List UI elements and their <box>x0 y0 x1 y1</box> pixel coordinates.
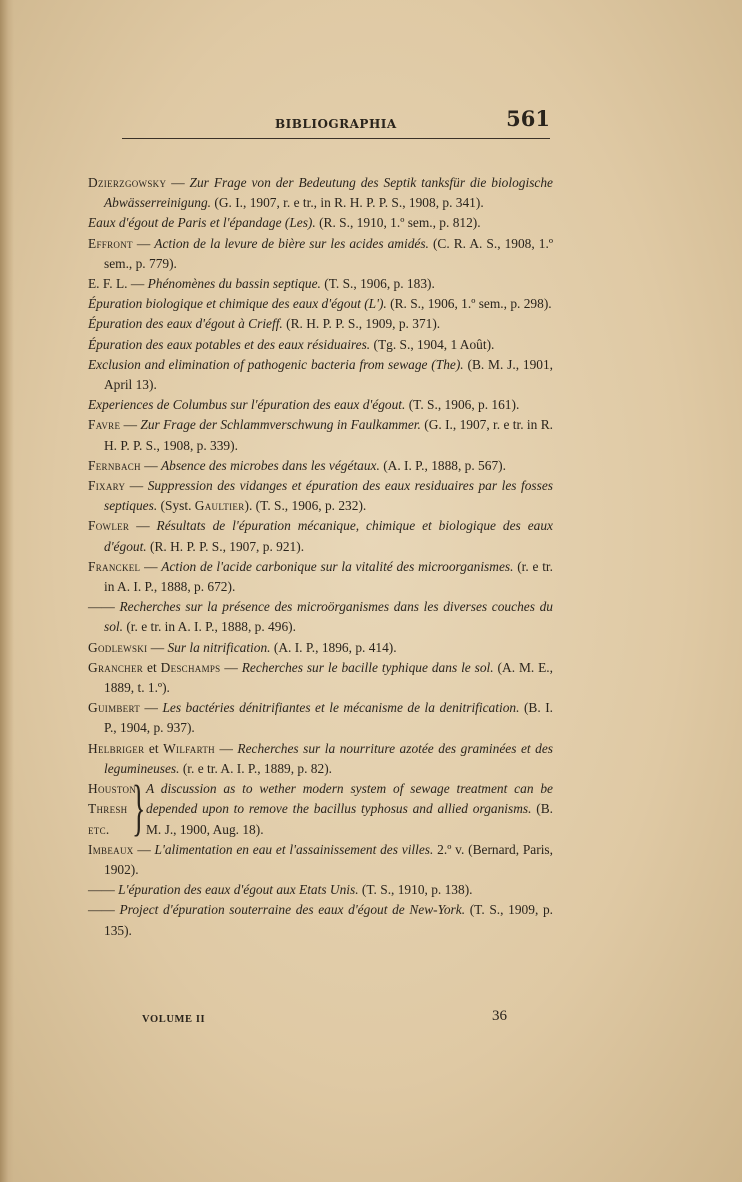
entry-conjunction: et <box>143 659 161 675</box>
entry-citation: 2.º v. (Bernard, Paris, 1902). <box>104 841 553 877</box>
entry-dash: — <box>129 518 157 534</box>
brace-mark: } <box>132 774 146 843</box>
entry-title: L'alimentation en eau et l'assainissement des villes. <box>154 841 434 857</box>
entry-citation: (B. M. J., 1900, Aug. 18). <box>146 801 553 837</box>
entry-dash: — <box>214 740 238 756</box>
entry-author: Houston <box>88 781 137 797</box>
bibliography-entry <box>88 335 553 355</box>
entry-author: E. F. L. <box>88 276 128 292</box>
entry-title: Recherches sur la nourriture azotée des graminées et des legumineuses. <box>104 740 554 776</box>
entry-dash: — <box>120 417 141 433</box>
page-edge-shadow <box>0 0 14 1182</box>
entry-citation: (R. H. P. P. S., 1907, p. 921). <box>146 538 305 554</box>
bibliography-entry <box>88 516 553 556</box>
entry-dash: — <box>132 235 155 251</box>
bibliography-entry <box>88 415 553 455</box>
entry-author: Franckel <box>88 558 141 574</box>
bibliography-entry <box>88 739 553 779</box>
entry-title: Exclusion and elimination of pathogenic bacteria from sewage (The). <box>88 356 464 372</box>
entry-title: Recherches sur la présence des microörganismes dans les diverses couches du sol. <box>104 599 553 635</box>
entry-title: Suppression des vidanges et épuration des eaux residuaires par les fosses septiques. <box>104 478 553 514</box>
entry-citation: (R. S., 1910, 1.º sem., p. 812). <box>315 215 481 231</box>
bibliography-entry-group <box>88 774 553 843</box>
entry-citation: (r. e tr. in A. I. P., 1888, p. 672). <box>104 558 553 595</box>
entry-title: Phénomènes du bassin septique. <box>147 276 321 292</box>
entry-citation-name: Gaultier <box>194 498 245 514</box>
entry-citation: (B. I. P., 1904, p. 937). <box>104 700 553 736</box>
bibliography-entry <box>88 658 553 698</box>
entry-author: —— <box>88 902 115 918</box>
entry-author: Fowler <box>88 518 130 534</box>
entry-citation: (B. M. J., 1901, April 13). <box>104 356 554 393</box>
signature-mark: 36 <box>492 1008 507 1024</box>
brace-glyph <box>132 774 146 843</box>
entry-author: etc. <box>88 821 110 837</box>
entry-author: Favre <box>88 417 121 433</box>
entry-citation: (R. H. P. P. S., 1909, p. 371). <box>282 316 441 332</box>
entry-title: A discussion as to wether modern system of sewage treatment can be depended upon to remove the bacillus typhosus and allied organisms. <box>146 781 553 817</box>
entry-dash: — <box>125 478 148 494</box>
entry-citation: (Syst. <box>157 498 195 514</box>
entry-title: Épuration biologique et chimique des eaux d'égout (L'). <box>88 296 387 312</box>
page-number: 561 <box>506 106 550 131</box>
entry-dash: — <box>220 659 242 675</box>
entry-author: Godlewski <box>88 639 148 655</box>
bibliography-entry <box>88 698 553 738</box>
bibliography-entry <box>88 314 553 334</box>
entry-citation: (T. S., 1906, p. 161). <box>405 397 520 413</box>
bibliography-entry <box>88 476 553 516</box>
entry-title: L'épuration des eaux d'égout aux Etats Unis. <box>118 882 359 898</box>
entry-citation: (r. e tr. in A. I. P., 1888, p. 496). <box>122 619 296 635</box>
entry-citation: (Tg. S., 1904, 1 Août). <box>370 336 495 352</box>
bibliography-entry <box>88 274 553 294</box>
bibliography-entry <box>88 355 553 395</box>
entry-dash: — <box>166 175 190 190</box>
bibliography-entry <box>88 213 553 233</box>
bibliography-entry <box>88 456 553 476</box>
entry-dash: — <box>140 457 161 473</box>
entry-citation: (A. M. E., 1889, t. 1.º). <box>104 659 554 696</box>
entry-title: Les bactéries dénitrifiantes et le mécanisme de la denitrification. <box>162 700 520 716</box>
entry-dash: — <box>133 841 155 857</box>
running-header <box>120 104 550 138</box>
entry-dash: — <box>127 276 148 292</box>
entry-author: Helbriger <box>88 740 145 756</box>
bibliography-entry <box>88 173 553 213</box>
entry-title: Zur Frage von der Bedeutung des Septik tanksfür die biologische Abwässerreinigung. <box>104 175 553 211</box>
entry-title: Action de la levure de bière sur les acides amidés. <box>154 235 429 251</box>
entry-citation: ). (T. S., 1906, p. 232). <box>244 498 367 514</box>
entry-citation: (C. R. A. S., 1908, 1.º sem., p. 779). <box>104 235 553 271</box>
entry-title: Épuration des eaux d'égout à Crieff. <box>88 316 283 332</box>
group-entry-text <box>146 779 553 840</box>
bibliography-entry <box>88 395 553 415</box>
entry-dash: — <box>140 700 163 716</box>
entry-title: Épuration des eaux potables et des eaux résiduaires. <box>88 336 371 352</box>
entry-title: Absence des microbes dans les végétaux. <box>160 457 380 473</box>
entry-author: Deschamps <box>160 659 221 675</box>
volume-label: VOLUME II <box>142 1014 206 1025</box>
entry-citation: (A. I. P., 1888, p. 567). <box>379 457 506 473</box>
entry-title: Project d'épuration souterraine des eaux d'égout de New-York. <box>119 902 466 918</box>
entry-dash: — <box>140 558 162 574</box>
entry-citation: (T. S., 1910, p. 138). <box>358 882 473 898</box>
bibliography-entry <box>88 294 553 314</box>
bibliography-entry <box>88 234 553 274</box>
entry-author: Imbeaux <box>88 841 134 857</box>
bibliography-entry <box>88 597 553 637</box>
entry-citation: (G. I., 1907, r. e tr., in R. H. P. P. S., 1908, p. 341). <box>211 195 484 211</box>
entry-conjunction: et <box>144 740 164 756</box>
entry-dash: — <box>147 639 168 655</box>
entry-citation: (A. I. P., 1896, p. 414). <box>270 639 397 655</box>
header-title: BIBLIOGRAPHIA <box>275 117 397 131</box>
entry-citation: (T. S., 1906, p. 183). <box>320 276 435 292</box>
entry-author: Guimbert <box>88 700 141 716</box>
entry-author: Grancher <box>88 659 144 675</box>
entry-citation: (r. e tr. A. I. P., 1889, p. 82). <box>179 760 332 776</box>
entry-title: Zur Frage der Schlammverschwung in Faulkammer. <box>140 417 421 433</box>
entry-title: Sur la nitrification. <box>167 639 271 655</box>
bibliography-list <box>88 173 553 941</box>
entry-author: Dzierzgowsky <box>88 175 167 190</box>
group-authors <box>88 779 137 840</box>
entry-title: Eaux d'égout de Paris et l'épandage (Les). <box>88 215 316 231</box>
bibliography-entry <box>88 880 553 900</box>
entry-author: —— <box>88 599 115 615</box>
entry-citation: (R. S., 1906, 1.º sem., p. 298). <box>386 296 552 312</box>
entry-title: Recherches sur le bacille typhique dans le sol. <box>241 659 494 675</box>
entry-author: Wilfarth <box>163 740 215 756</box>
entry-author: Thresh <box>88 801 128 817</box>
bibliography-entry <box>88 557 553 597</box>
entry-author: Fernbach <box>88 457 141 473</box>
entry-citation: (G. I., 1907, r. e tr. in R. H. P. P. S., 1908, p. 339). <box>104 417 553 453</box>
entry-author: —— <box>88 882 115 898</box>
entry-title: Experiences de Columbus sur l'épuration des eaux d'égout. <box>88 397 406 413</box>
entry-citation: (T. S., 1909, p. 135). <box>104 902 553 938</box>
bibliography-entry <box>88 840 553 880</box>
bibliography-entry <box>88 900 553 940</box>
entry-title: Résultats de l'épuration mécanique, chimique et biologique des eaux d'égout. <box>104 518 553 554</box>
bibliography-entry <box>88 638 553 658</box>
entry-title: Action de l'acide carbonique sur la vitalité des microorganismes. <box>161 558 514 574</box>
header-rule <box>122 138 550 139</box>
entry-author: Effront <box>88 235 133 251</box>
entry-author: Fixary <box>88 478 126 494</box>
